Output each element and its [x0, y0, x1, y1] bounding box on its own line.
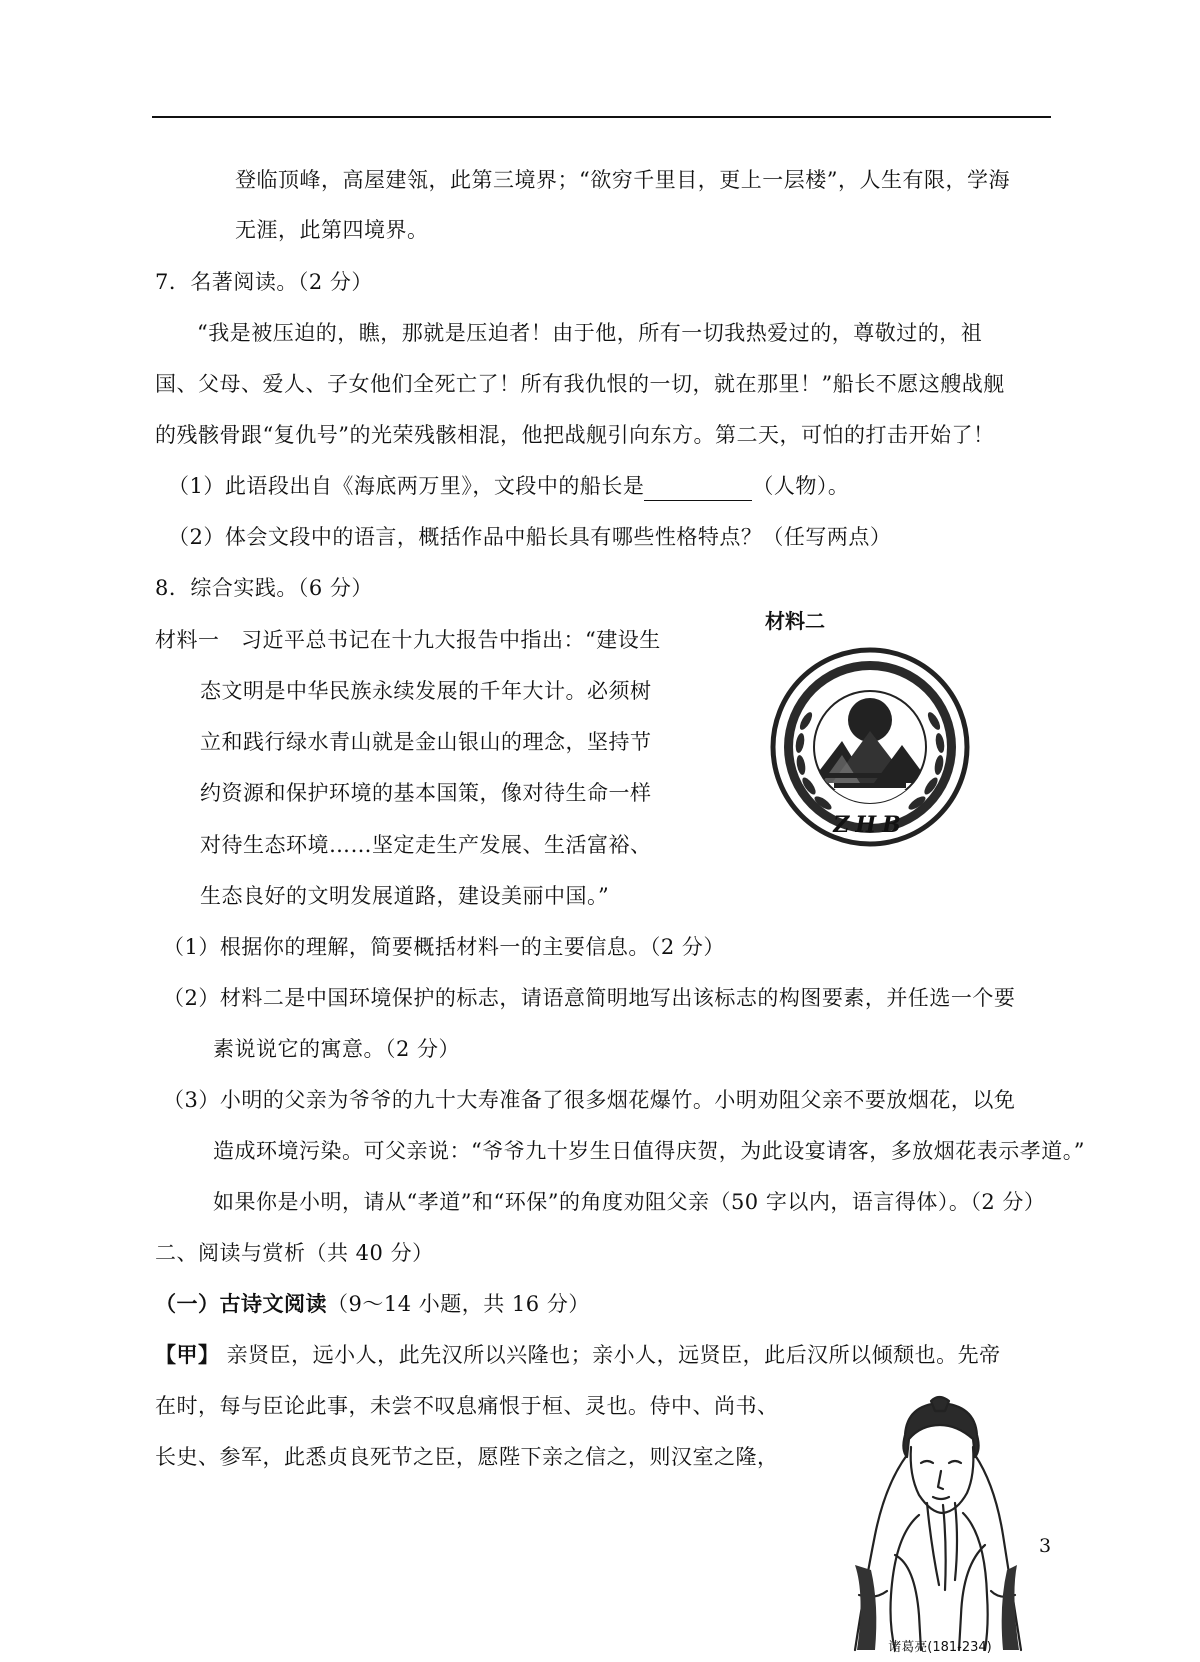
subsection-title-rest: （9～14 小题，共 16 分）: [327, 1292, 590, 1316]
portrait-caption: 诸葛亮(181-234): [888, 1640, 992, 1655]
text-line: 造成环境污染。可父亲说：“爷爷九十岁生日值得庆贺，为此设宴请客，多放烟花表示孝道。”: [213, 1139, 1085, 1163]
text-line: 在时，每与臣论此事，未尝不叹息痛恨于桓、灵也。侍中、尚书、: [155, 1394, 779, 1418]
material-1-line: 生态良好的文明发展道路，建设美丽中国。”: [200, 884, 610, 908]
header-rule: [152, 116, 1051, 118]
passage-jia-label: 【甲】: [155, 1343, 220, 1367]
text-line: 素说说它的寓意。（2 分）: [213, 1037, 461, 1061]
material-1-line: 态文明是中华民族永续发展的千年大计。必须树: [200, 679, 652, 703]
environmental-protection-logo: [770, 645, 970, 855]
text-line: “我是被压迫的，瞧，那就是压迫者！由于他，所有一切我热爱过的，尊敬过的，祖: [197, 321, 983, 345]
passage-jia-line: [155, 1340, 1001, 1370]
question-8-2: （2）材料二是中国环境保护的标志，请语意简明地写出该标志的构图要素，并任选一个要: [163, 986, 1016, 1010]
question-7-1: [168, 471, 849, 501]
material-1-line: 对待生态环境……坚定走生产发展、生活富裕、: [200, 833, 652, 857]
text-line: 如果你是小明，请从“孝道”和“环保”的角度劝阻父亲（50 字以内，语言得体）。（2 分）: [213, 1190, 1046, 1214]
question-8-title: 8．综合实践。（6 分）: [155, 576, 373, 600]
question-8-3: （3）小明的父亲为爷爷的九十大寿准备了很多烟花爆竹。小明劝阻父亲不要放烟花，以免: [163, 1088, 1016, 1112]
page-number: 3: [1039, 1535, 1052, 1557]
answer-blank[interactable]: [644, 478, 752, 501]
text-line: 登临顶峰，高屋建瓴，此第三境界；“欲穷千里目，更上一层楼”，人生有限，学海: [235, 168, 1010, 192]
text-line: 长史、参军，此悉贞良死节之臣，愿陛下亲之信之，则汉室之隆，: [155, 1445, 779, 1469]
text-line: 无涯，此第四境界。: [235, 218, 429, 242]
question-8-1: （1）根据你的理解，简要概括材料一的主要信息。（2 分）: [163, 935, 725, 959]
section-2-title: 二、阅读与赏析（共 40 分）: [155, 1241, 434, 1265]
material-1-line: 约资源和保护环境的基本国策，像对待生命一样: [200, 781, 652, 805]
question-7-title: 7．名著阅读。（2 分）: [155, 270, 373, 294]
question-7-1-text: （1）此语段出自《海底两万里》，文段中的船长是: [168, 474, 645, 498]
material-1-line: 材料一 习近平总书记在十九大报告中指出：“建设生: [155, 628, 661, 652]
material-1-line: 立和践行绿水青山就是金山银山的理念，坚持节: [200, 730, 652, 754]
text-line: 的残骸骨跟“复仇号”的光荣残骸相混，他把战舰引向东方。第二天，可怕的打击开始了！: [155, 423, 995, 447]
passage-text: 亲贤臣，远小人，此先汉所以兴隆也；亲小人，远贤臣，此后汉所以倾颓也。先帝: [219, 1343, 1001, 1367]
question-7-2: （2）体会文段中的语言，概括作品中船长具有哪些性格特点？（任写两点）: [168, 525, 892, 549]
question-7-1-suffix: （人物）。: [752, 474, 850, 498]
material-2-caption: 材料二: [765, 609, 825, 633]
zhuge-liang-portrait: [835, 1395, 1045, 1657]
subsection-title: [155, 1289, 590, 1319]
text-line: 国、父母、爱人、子女他们全死亡了！所有我仇恨的一切，就在那里！”船长不愿这艘战舰: [155, 372, 1005, 396]
subsection-title-bold: （一）古诗文阅读: [155, 1292, 327, 1316]
logo-text: ZHB: [833, 812, 907, 838]
